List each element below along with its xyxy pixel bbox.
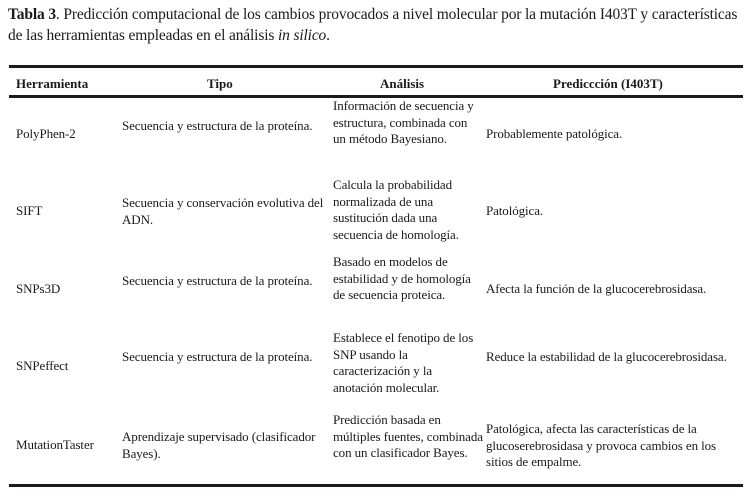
cell-herramienta: PolyPhen-2 — [16, 126, 76, 141]
cell-analisis: Predicción basada en múltiples fuentes, combinada con un clasificador Bayes. — [333, 412, 483, 460]
cell-analisis: Calcula la probabilidad normalizada de una sustitución dada una secuencia de homología. — [333, 177, 459, 242]
header-herramienta: Herramienta — [16, 76, 89, 91]
cell-analisis: Información de secuencia y estructura, combinada con un método Bayesiano. — [333, 98, 474, 146]
table-top-rule — [9, 65, 743, 68]
cell-analisis: Establece el fenotipo de los SNP usando la caracterización y la anotación molecular. — [333, 330, 474, 395]
header-analisis: Análisis — [380, 76, 425, 91]
cell-tipo: Secuencia y estructura de la proteína. — [122, 273, 313, 288]
caption-end: . — [326, 27, 330, 44]
cell-tipo: Aprendizaje supervisado (clasificador Bayes). — [122, 429, 316, 461]
header-tipo: Tipo — [207, 76, 233, 91]
cell-tipo: Secuencia y estructura de la proteína. — [122, 349, 313, 364]
table-caption — [8, 4, 748, 46]
cell-herramienta: SIFT — [16, 203, 43, 218]
cell-prediccion: Probablemente patológica. — [486, 126, 623, 141]
cell-herramienta: SNPeffect — [16, 358, 69, 373]
caption-text: . Predicción computacional de los cambios provocados a nivel molecular por la mutación I403T y características de las herramientas empleadas en el análisis — [8, 6, 738, 44]
cell-prediccion: Reduce la estabilidad de la glucocerebrosidasa. — [486, 349, 727, 364]
cell-prediccion: Patológica, afecta las características de la glucoserebrosidasa y provoca cambios en los sitios de empalme. — [486, 421, 716, 469]
cell-herramienta: MutationTaster — [16, 437, 94, 452]
cell-tipo: Secuencia y estructura de la proteína. — [122, 118, 313, 133]
header-prediccion: Prediccción (I403T) — [553, 76, 663, 91]
caption-label: Tabla 3 — [8, 6, 56, 23]
cell-prediccion: Afecta la función de la glucocerebrosidasa. — [486, 281, 707, 296]
caption-italic: in silico — [278, 27, 327, 44]
cell-tipo: Secuencia y conservación evolutiva del ADN. — [122, 195, 324, 227]
cell-prediccion: Patológica. — [486, 203, 544, 218]
cell-analisis: Basado en modelos de estabilidad y de homología de secuencia proteica. — [333, 254, 471, 302]
table-bottom-rule — [9, 484, 743, 487]
cell-herramienta: SNPs3D — [16, 281, 61, 296]
